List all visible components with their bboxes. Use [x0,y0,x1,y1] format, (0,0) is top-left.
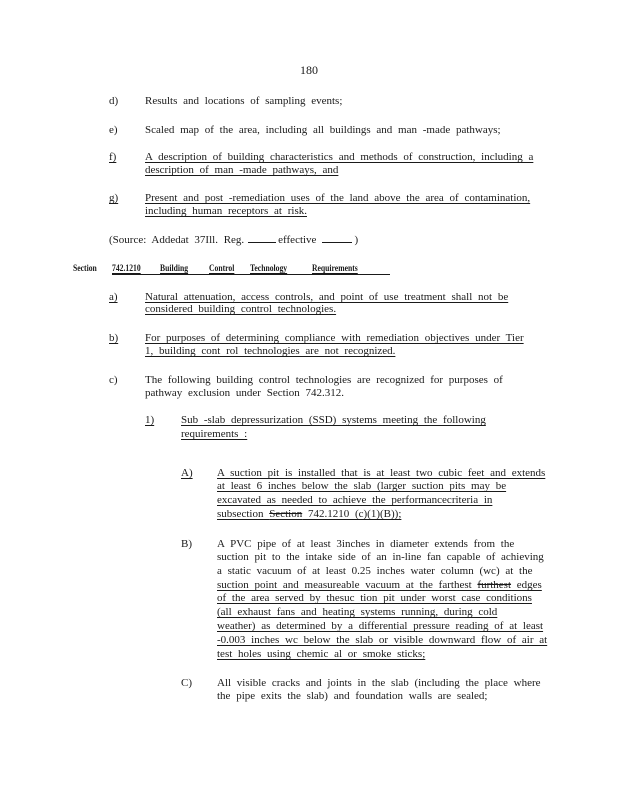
subsubitem-A-line4: subsection Section 742.1210 (c)(1)(B)); [217,508,402,520]
section-title-2: Control [209,263,235,273]
item-label-g: g) [109,192,119,204]
subsubitem-A-line2: at least 6 inches below the slab (larger suction pits may be [217,480,507,492]
subsubitem-label-A: A) [181,467,193,479]
page-number: 180 [300,63,318,77]
item-text-d: Results and locations of sampling events; [145,95,343,107]
subitem-text-1-line2: requirements : [181,428,248,440]
item-text-g-line1: Present and post -remediation uses of the land above the area of contamination, [145,192,531,204]
subsubitem-B-line4: suction point and measureable vacuum at the farthest furthest edges [217,579,542,591]
subsubitem-B-line6: (all exhaust fans and heating systems running, during cold [217,606,498,618]
item-text-b-line2: 1, building cont rol technologies are not recognized. [145,345,396,357]
subitem-text-1-line1: Sub -slab depressurization (SSD) systems meeting the following [181,414,486,426]
item-label-a: a) [109,291,118,303]
item-label-c: c) [109,374,118,386]
item-text-a-line1: Natural attenuation, access controls, and point of use treatment shall not be [145,291,509,303]
item-label-e: e) [109,124,118,136]
item-text-f-line1: A description of building characteristics and methods of construction, including a [145,151,534,163]
item-text-e: Scaled map of the area, including all buildings and man -made pathways; [145,124,501,136]
item-text-f-line2: description of man -made pathways, and [145,164,339,176]
item-text-c-line1: The following building control technologies are recognized for purposes of [145,374,503,386]
item-label-f: f) [109,151,117,163]
subitem-label-1: 1) [145,414,155,426]
subsubitem-C-line1: All visible cracks and joints in the slab (including the place where [217,677,541,689]
item-text-g-line2: including human receptors at risk. [145,205,307,217]
subsubitem-label-C: C) [181,677,192,689]
struck-section: Section [269,508,303,520]
item-label-d: d) [109,95,119,107]
item-label-b: b) [109,332,119,344]
subsubitem-B-line9: test holes using chemic al or smoke sticks; [217,648,426,660]
subsubitem-label-B: B) [181,538,192,550]
source-citation [109,234,358,247]
section-title-3: Technology [250,263,288,273]
source-effective: effective [278,234,317,246]
subsubitem-C-line2: the pipe exits the slab) and foundation walls are sealed; [217,690,488,702]
subsubitem-B-line2: suction pit to the intake side of an in-line fan capable of achieving [217,551,544,563]
subsubitem-B-line8: -0.003 inches wc below the slab or visible downward flow of air at [217,634,548,646]
section-title-1: Building [160,263,189,273]
section-label: Section [73,263,97,273]
subsubitem-B-line1: A PVC pipe of at least 3inches in diameter extends from the [217,538,515,550]
source-text: (Source: Addedat 37Ill. Reg. [109,234,245,246]
subsubitem-B-line5: of the area served by thesuc tion pit under worst case conditions [217,592,532,604]
section-underline [112,274,390,275]
section-title-4: Requirements [312,263,358,273]
section-number: 742.1210 [112,263,141,273]
subsubitem-B-line7: weather) as determined by a differential pressure reading of at least [217,620,544,632]
struck-farthest: furthest [477,579,512,591]
item-text-c-line2: pathway exclusion under Section 742.312. [145,387,344,399]
source-close: ) [354,234,359,246]
item-text-b-line1: For purposes of determining compliance with remediation objectives under Tier [145,332,524,344]
subsubitem-A-line1: A suction pit is installed that is at least two cubic feet and extends [217,467,546,479]
subsubitem-B-line3: a static vacuum of at least 0.25 inches water column (wc) at the [217,565,533,577]
subsubitem-A-line3: excavated as needed to achieve the performancecriteria in [217,494,493,506]
item-text-a-line2: considered building control technologies. [145,303,337,315]
